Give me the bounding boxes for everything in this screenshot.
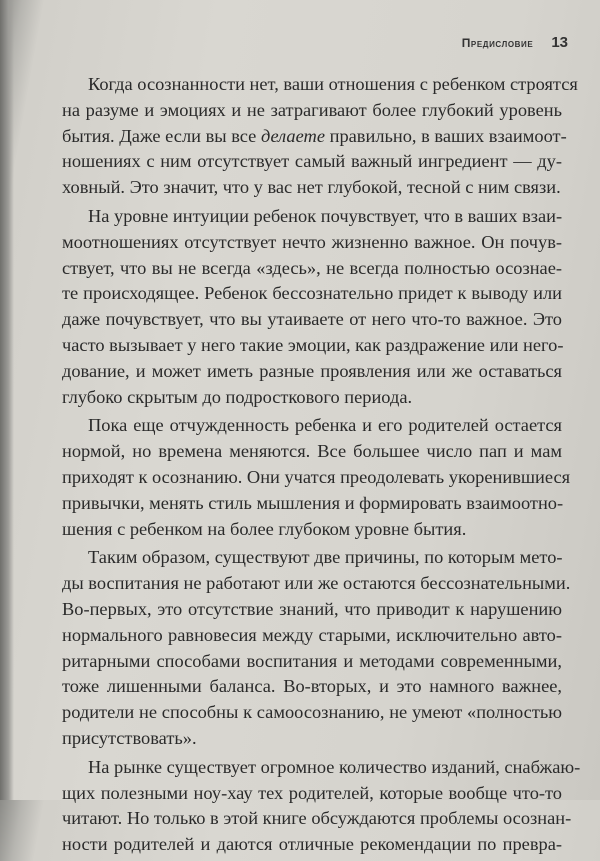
text-line: приходят к осознанию. Они учатся преодолевать укоренившиеся [62, 466, 571, 487]
text-line: бытия. Даже если вы все делаете правильно, в ваших взаимоот- [62, 125, 567, 146]
text-line: моотношениях отсутствует нечто жизненно важное. Он почув- [62, 231, 562, 252]
paragraph [62, 755, 581, 858]
text-line: нормой, но времена меняются. Все большее число пап и мам [62, 441, 562, 462]
text-line: на разуме и эмоциях и не затрагивают более глубокий уровень [62, 99, 562, 120]
body-text [62, 72, 581, 861]
text-line: На уровне интуиции ребенок почувствует, что в ваших взаи- [88, 205, 563, 226]
page-number: 13 [551, 34, 568, 51]
paragraph [62, 204, 562, 410]
text-line: даже почувствует, что вы утаиваете от него что-то важное. Это [62, 309, 562, 330]
text-line: тоже лишенными баланса. Во-вторых, и это намного важнее, [62, 676, 562, 697]
text-line: шения с ребенком на более глубоком уровне бытия. [62, 518, 467, 539]
text-line: нормального равновесия между старыми, исключительно авто- [62, 624, 562, 645]
text-line: ховный. Это значит, что у вас нет глубокой, тесной с ним связи. [62, 177, 561, 198]
running-head: Предисловие [461, 36, 534, 50]
paragraph [62, 413, 571, 542]
text-line: ношениях с ним отсутствует самый важный ингредиент — ду- [62, 151, 562, 172]
text-line: родители не способны к самоосознанию, не умеют «полностью [62, 702, 562, 723]
paragraph [62, 72, 578, 201]
text-line: читают. Но только в этой книге обсуждаются проблемы осознан- [62, 808, 572, 829]
text-line: те происходящее. Ребенок бессознательно придет к выводу или [62, 283, 562, 304]
text-line: Пока еще отчужденность ребенка и его родителей остается [88, 415, 562, 436]
text-line: дование, и может иметь разные проявления или же оставаться [62, 360, 562, 381]
text-line: Таким образом, существуют две причины, по которым мето- [88, 547, 563, 568]
text-line: На рынке существует огромное количество изданий, снабжаю- [88, 756, 581, 777]
text-line: привычки, менять стиль мышления и формировать взаимоотно- [62, 492, 564, 513]
text-line: глубоко скрытым до подросткового периода. [62, 386, 413, 407]
emphasis: делаете [260, 125, 325, 146]
text-line: часто вызывает у него такие эмоции, как раздражение или него- [62, 334, 564, 355]
page-edge-shadow [0, 0, 14, 800]
text-line: Когда осознанности нет, ваши отношения с ребенком строятся [88, 74, 578, 94]
page-header [462, 34, 568, 51]
text-line: ритарными способами воспитания и методами современными, [62, 650, 562, 671]
text-line: ности родителей и даются отличные рекомендации по превра- [62, 834, 562, 855]
text-line: ды воспитания не работают или же остаются бессознательными. [62, 573, 571, 594]
text-line: присутствовать». [62, 727, 197, 748]
text-line: щих полезными ноу-хау тех родителей, которые вообще что-то [62, 782, 562, 803]
text-line: ствует, что вы не всегда «здесь», не всегда полностью осознае- [62, 257, 562, 278]
paragraph [62, 545, 571, 751]
text-line: Во-первых, это отсутствие знаний, что приводит к нарушению [62, 598, 562, 619]
